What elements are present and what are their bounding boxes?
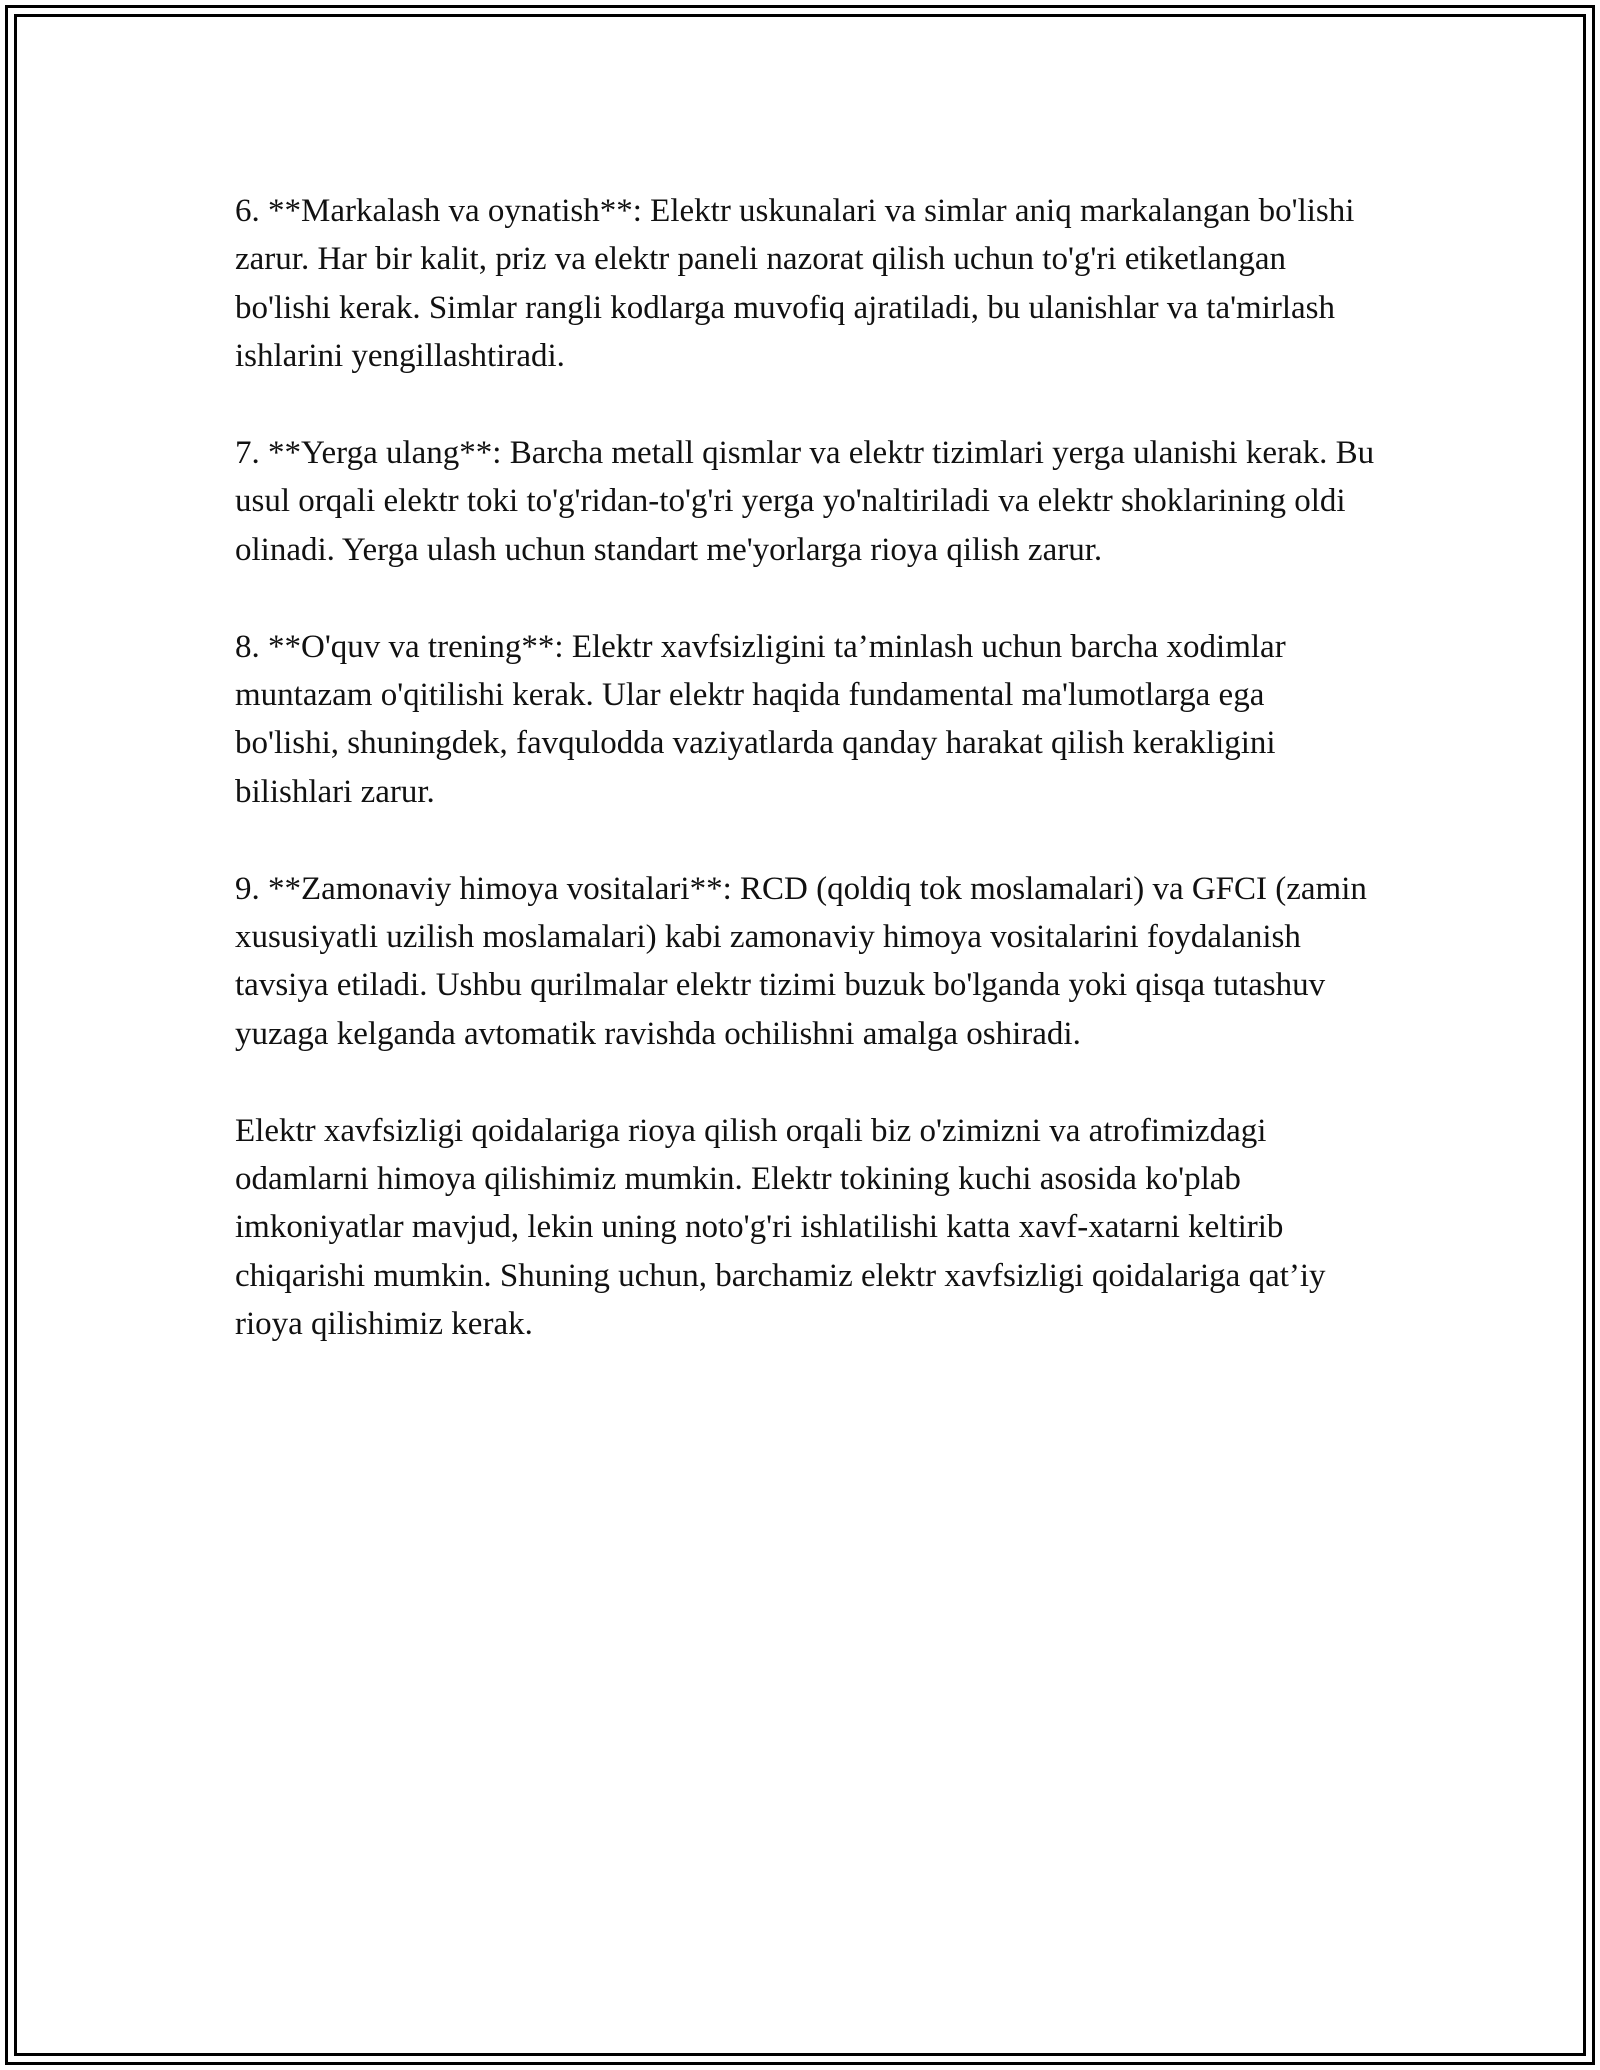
paragraph-item-7: 7. **Yerga ulang**: Barcha metall qismlar va elektr tizimlari yerga ulanishi kerak. Bu usul orqali elektr toki to'g'ridan-to'g'ri yerga yo'naltiriladi va elektr shoklarining oldi olinadi. Yerga ulash uchun standart me'yorlarga rioya qilish zarur. (235, 435, 1375, 568)
paragraph-item-6: 6. **Markalash va oynatish**: Elektr uskunalari va simlar aniq markalangan bo'lishi zarur. Har bir kalit, priz va elektr paneli nazorat qilish uchun to'g'ri etiketlangan bo'lishi kerak. Simlar rangli kodlarga muvofiq ajratiladi, bu ulanishlar va ta'mirlash ishlarini yengillashtiradi. (235, 193, 1355, 375)
paragraph-conclusion: Elektr xavfsizligi qoidalariga rioya qilish orqali biz o'zimizni va atrofimizdagi odamlarni himoya qilishimiz mumkin. Elektr tokining kuchi asosida ko'plab imkoniyatlar mavjud, lekin uning noto'g'ri ishlatilishi katta xavf-xatarni keltirib chiqarishi mumkin. Shuning uchun, barchamiz elektr xavfsizligi qoidalariga qat’iy rioya qilishimiz kerak. (235, 1112, 1326, 1343)
paragraph-item-8: 8. **O'quv va trening**: Elektr xavfsizligini ta’minlash uchun barcha xodimlar muntazam o'qitilishi kerak. Ular elektr haqida fundamental ma'lumotlarga ega bo'lishi, shuningdek, favqulodda vaziyatlarda qanday harakat qilish kerakligini bilishlari zarur. (235, 628, 1286, 810)
document-body (235, 187, 1375, 1397)
paragraph-item-9: 9. **Zamonaviy himoya vositalari**: RCD (qoldiq tok moslamalari) va GFCI (zamin xususiyatli uzilish moslamalari) kabi zamonaviy himoya vositalarini foydalanish tavsiya etiladi. Ushbu qurilmalar elektr tizimi buzuk bo'lganda yoki qisqa tutashuv yuzaga kelganda avtomatik ravishda ochilishni amalga oshiradi. (235, 870, 1367, 1052)
